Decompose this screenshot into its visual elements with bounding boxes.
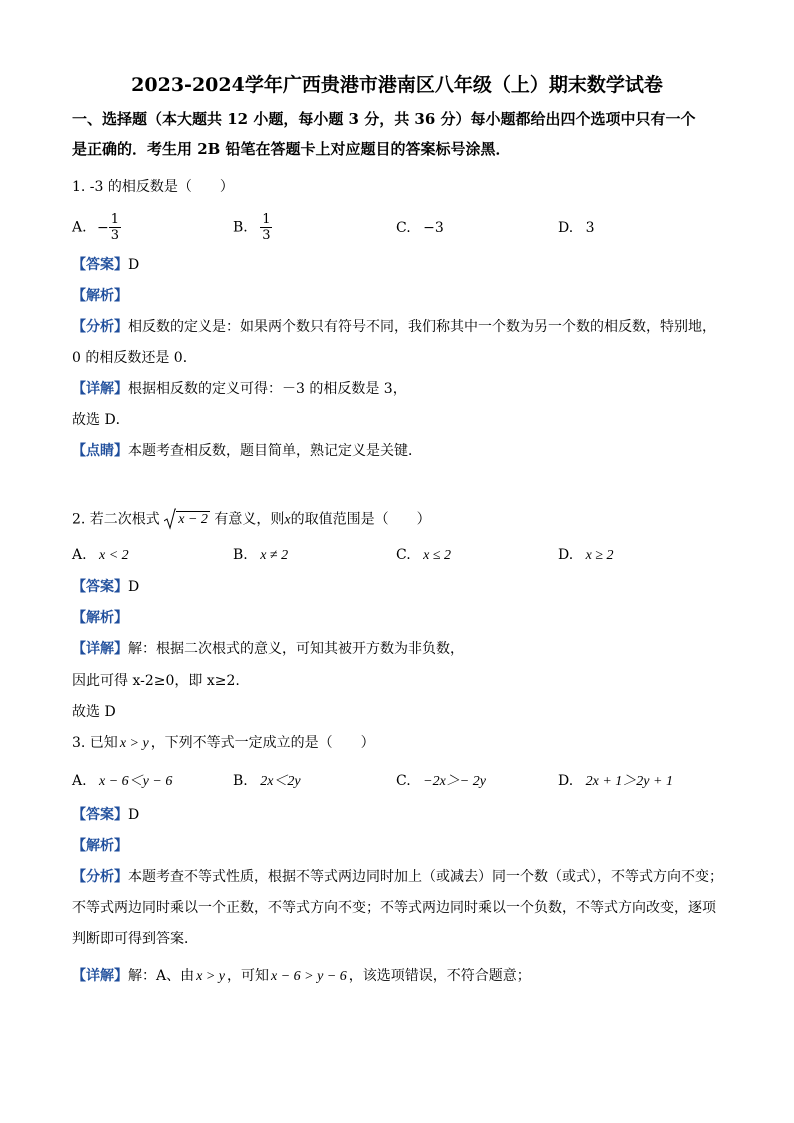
comment-tag: 【点睛】 [72, 443, 128, 459]
q2-detail-line3: 故选 D [72, 704, 116, 720]
fenxi-text: 相反数的定义是：如果两个数只有符号不同，我们称其中一个数为另一个数的相反数，特别地， [128, 319, 716, 335]
stem-prefix: 2. 若二次根式 [72, 511, 160, 528]
analysis-tag: 【解析】 [72, 610, 128, 626]
detail-tag: 【详解】 [72, 381, 128, 397]
q1-fenxi-line1 [72, 318, 716, 336]
q3-answer [72, 806, 139, 824]
fenxi-tag: 【分析】 [72, 869, 128, 885]
q1-option-b [233, 212, 272, 243]
q2-option-c [396, 547, 451, 564]
option-label: D. [558, 773, 574, 789]
answer-value: D [128, 579, 140, 595]
option-value: 2x + 1＞2y + 1 [585, 774, 673, 789]
minus-sign: − [97, 219, 109, 236]
answer-tag: 【答案】 [72, 579, 128, 595]
fraction [109, 212, 121, 243]
q1-option-a [72, 212, 121, 243]
option-value: 2x＜2y [260, 774, 301, 789]
option-label: A. [72, 547, 87, 563]
option-label: D. [558, 220, 574, 236]
detail-inequality: x − 6 > y − 6 [271, 969, 347, 984]
option-value: x − 6＜y − 6 [99, 774, 173, 789]
stem-suffix: ，下列不等式一定成立的是（ ） [150, 735, 375, 751]
option-label: D. [558, 547, 574, 563]
q3-option-b [233, 770, 301, 790]
q1-analysis-tag [72, 287, 128, 305]
analysis-tag: 【解析】 [72, 288, 128, 304]
answer-tag: 【答案】 [72, 807, 128, 823]
answer-value: D [128, 257, 140, 273]
option-value: 3 [585, 220, 595, 236]
q2-analysis-tag [72, 609, 128, 627]
q1-detail-line1 [72, 380, 407, 398]
sqrt-expression [164, 508, 210, 531]
option-label: C. [396, 220, 411, 236]
q3-option-a [72, 770, 172, 790]
denominator: 3 [110, 228, 120, 243]
q1-stem: 1. -3 的相反数是（ ） [72, 179, 234, 195]
q3-option-d [558, 770, 673, 790]
answer-value: D [128, 807, 140, 823]
detail-condition: x > y [196, 969, 225, 984]
q1-option-d [558, 220, 595, 236]
q3-option-c [396, 770, 486, 790]
q3-stem [72, 734, 375, 753]
stem-end: 的取值范围是（ ） [290, 511, 431, 528]
page-title: 2023-2024学年广西贵港市港南区八年级（上）期末数学试卷 [131, 74, 663, 96]
numerator: 1 [110, 212, 120, 227]
option-label: C. [396, 773, 411, 789]
option-label: B. [233, 547, 248, 563]
detail-text: 根据相反数的定义可得：－3 的相反数是 3， [128, 381, 407, 397]
numerator: 1 [262, 212, 271, 227]
option-label: B. [233, 219, 248, 236]
variable: x [284, 512, 291, 528]
radicand: x − 2 [178, 512, 208, 527]
denominator: 3 [262, 228, 271, 243]
detail-end: ，该选项错误，不符合题意； [348, 968, 531, 984]
option-value: x ≥ 2 [585, 548, 614, 563]
option-value: x < 2 [99, 548, 129, 563]
answer-tag: 【答案】 [72, 257, 128, 273]
q2-stem [72, 508, 431, 532]
stem-middle: 有意义，则 [214, 511, 285, 528]
fenxi-text: 本题考查不等式性质，根据不等式两边同时加上（或减去）同一个数（或式），不等式方向不变； [128, 869, 723, 885]
q3-detail-line1 [72, 967, 531, 986]
q2-detail-line2: 因此可得 x-2≥0，即 x≥2. [72, 673, 240, 689]
q2-detail-line1 [72, 640, 464, 658]
q3-analysis-tag [72, 837, 128, 855]
analysis-tag: 【解析】 [72, 838, 128, 854]
option-value: −2x＞− 2y [423, 774, 486, 789]
q2-option-b [233, 547, 288, 564]
q2-option-a [72, 547, 129, 564]
option-value: −3 [423, 220, 444, 236]
q3-fenxi-line3: 判断即可得到答案． [72, 931, 198, 947]
q1-detail-line2: 故选 D． [72, 412, 130, 428]
radical-sign-icon [164, 508, 176, 530]
q1-comment [72, 442, 422, 460]
q1-answer [72, 256, 139, 274]
detail-tag: 【详解】 [72, 641, 128, 657]
q3-fenxi-line1 [72, 868, 723, 886]
option-label: A. [72, 219, 87, 236]
q1-fenxi-line2: 0 的相反数还是 0． [72, 350, 197, 366]
fenxi-tag: 【分析】 [72, 319, 128, 335]
option-label: A. [72, 773, 87, 789]
q3-fenxi-line2: 不等式两边同时乘以一个正数，不等式方向不变；不等式两边同时乘以一个负数，不等式方向改变，逐项 [72, 900, 716, 916]
detail-tag: 【详解】 [72, 968, 128, 984]
condition: x > y [119, 736, 149, 751]
option-label: B. [233, 773, 248, 789]
q1-option-c [396, 220, 444, 236]
detail-text: 解：根据二次根式的意义，可知其被开方数为非负数， [128, 641, 464, 657]
option-value: x ≠ 2 [260, 548, 289, 563]
section-heading-line2: 是正确的．考生用 2B 铅笔在答题卡上对应题目的答案标号涂黑． [72, 140, 511, 158]
comment-text: 本题考查相反数，题目简单，熟记定义是关键． [128, 443, 422, 459]
detail-middle: ，可知 [227, 968, 269, 984]
q2-answer [72, 578, 139, 596]
detail-prefix: 解：A、由 [128, 968, 195, 984]
option-value: x ≤ 2 [423, 548, 452, 563]
option-label: C. [396, 547, 411, 563]
stem-prefix: 3. 已知 [72, 735, 118, 751]
q2-option-d [558, 547, 614, 564]
section-heading-line1: 一、选择题（本大题共 12 小题，每小题 3 分，共 36 分）每小题都给出四个选项中只有一个 [72, 110, 696, 128]
fraction [260, 212, 272, 243]
